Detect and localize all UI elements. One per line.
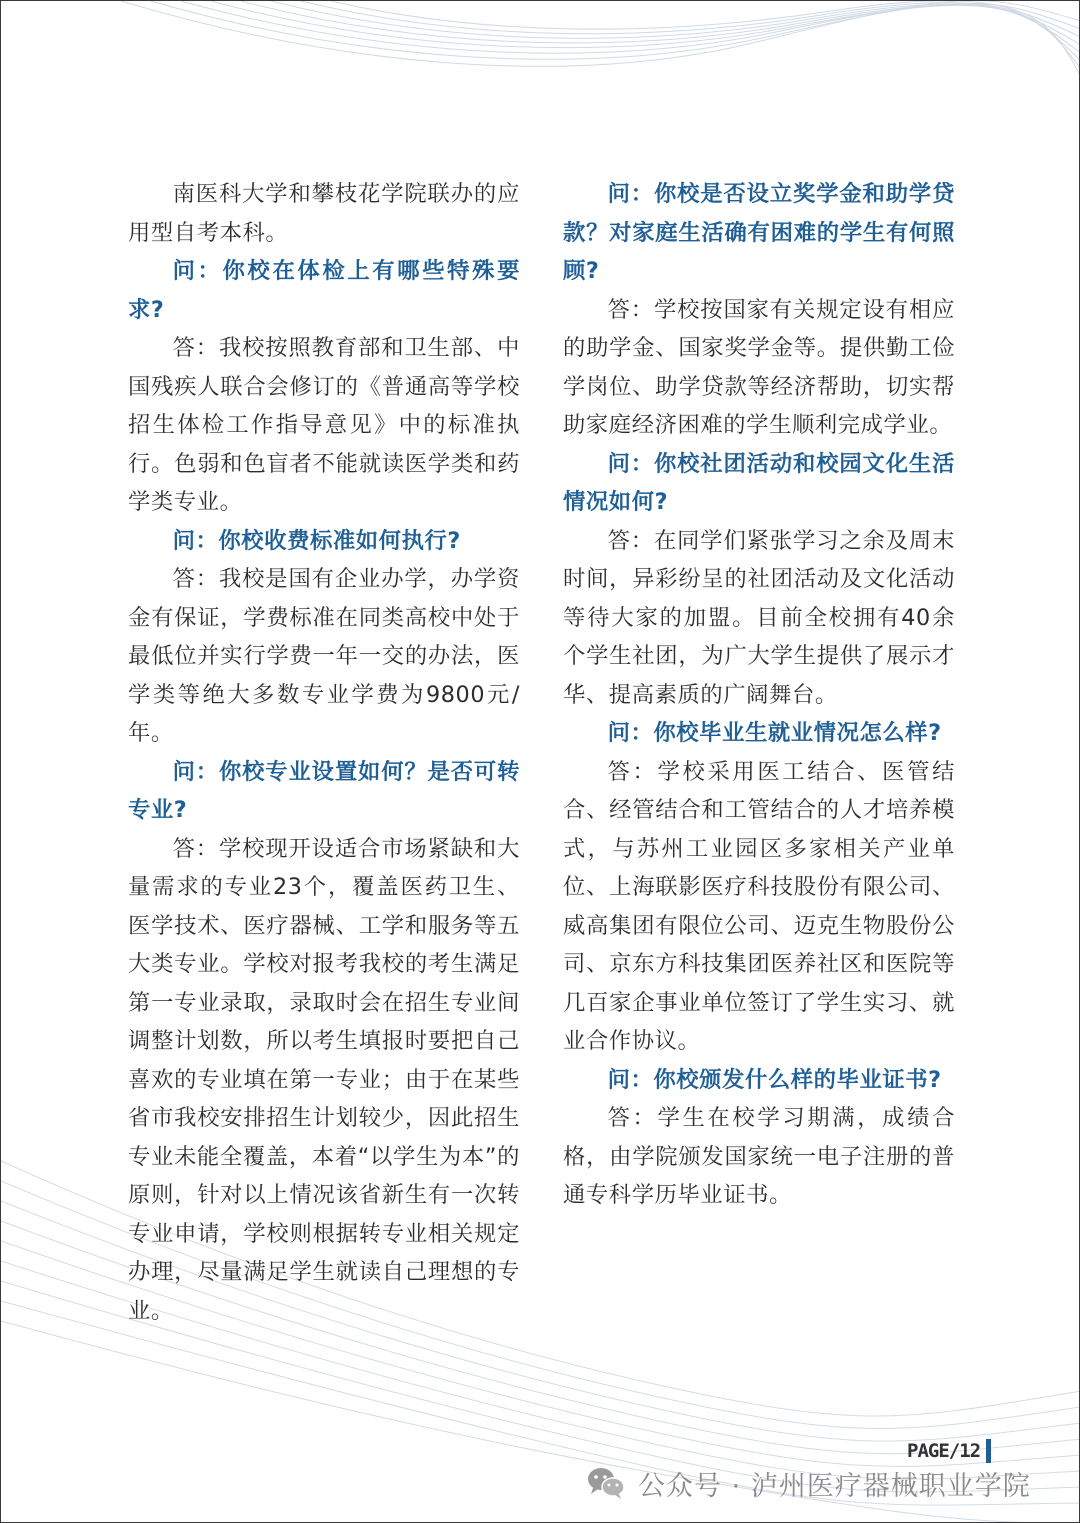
right-text-column <box>563 175 955 1215</box>
question-heading: 问：你校社团活动和校园文化生活情况如何? <box>563 450 955 515</box>
watermark-text: 公众号 · 泸州医疗器械职业学院 <box>638 1470 1031 1502</box>
answer-paragraph: 答：我校是国有企业办学，办学资金有保证，学费标准在同类高校中处于最低位并实行学费一年一交的办法，医学类等绝大多数专业学费为9800元/年。 <box>128 566 520 746</box>
left-text-column <box>128 175 520 1330</box>
question-heading: 问：你校毕业生就业情况怎么样? <box>607 720 942 746</box>
question-heading: 问：你校收费标准如何执行? <box>172 527 461 554</box>
decorative-wave-lines-top <box>1 1 1080 131</box>
answer-paragraph: 答：学校按国家有关规定设有相应的助学金、国家奖学金等。提供勤工俭学岗位、助学贷款等经济帮助，切实帮助家庭经济困难的学生顺利完成学业。 <box>563 296 955 438</box>
answer-paragraph: 答：学生在校学习期满，成绩合格，由学院颁发国家统一电子注册的普通专科学历毕业证书。 <box>563 1105 955 1208</box>
question-heading: 问：你校专业设置如何？是否可转专业? <box>128 758 520 823</box>
question-heading: 问：你校是否设立奖学金和助学贷款？对家庭生活确有困难的学生有何照顾? <box>563 181 955 284</box>
answer-paragraph: 答：在同学们紧张学习之余及周末时间，异彩纷呈的社团活动及文化活动等待大家的加盟。目前全校拥有40余个学生社团，为广大学生提供了展示才华、提高素质的广阔舞台。 <box>563 527 955 708</box>
question-heading: 问：你校在体检上有哪些特殊要求? <box>128 258 520 323</box>
page-number-label: PAGE/12 <box>907 1440 981 1462</box>
wechat-watermark <box>586 1461 1031 1505</box>
wechat-icon <box>586 1466 626 1500</box>
answer-paragraph: 答：学校现开设适合市场紧缺和大量需求的专业23个，覆盖医药卫生、医学技术、医疗器械、工学和服务等五大类专业。学校对报考我校的考生满足第一专业录取，录取时会在招生专业间调整计划数，所以考生填报时要把自己喜欢的专业填在第一专业；由于在某些省市我校安排招生计划较少，因此招生专业未能全覆盖，本着“以学生为本”的原则，针对以上情况该省新生有一次转专业申请，学校则根据转专业相关规定办理，尽量满足学生就读自己理想的专业。 <box>128 835 520 1324</box>
question-heading: 问：你校颁发什么样的毕业证书? <box>607 1066 942 1093</box>
answer-paragraph: 答：我校按照教育部和卫生部、中国残疾人联合会修订的《普通高等学校招生体检工作指导意见》中的标准执行。色弱和色盲者不能就读医学类和药学类专业。 <box>128 335 520 515</box>
answer-paragraph: 南医科大学和攀枝花学院联办的应用型自考本科。 <box>128 181 520 246</box>
page-number-bar <box>986 1439 991 1463</box>
answer-paragraph: 答：学校采用医工结合、医管结合、经管结合和工管结合的人才培养模式，与苏州工业园区多家相关产业单位、上海联影医疗科技股份有限公司、威高集团有限位公司、迈克生物股份公司、京东方科技集团医养社区和医院等几百家企事业单位签订了学生实习、就业合作协议。 <box>563 758 955 1054</box>
